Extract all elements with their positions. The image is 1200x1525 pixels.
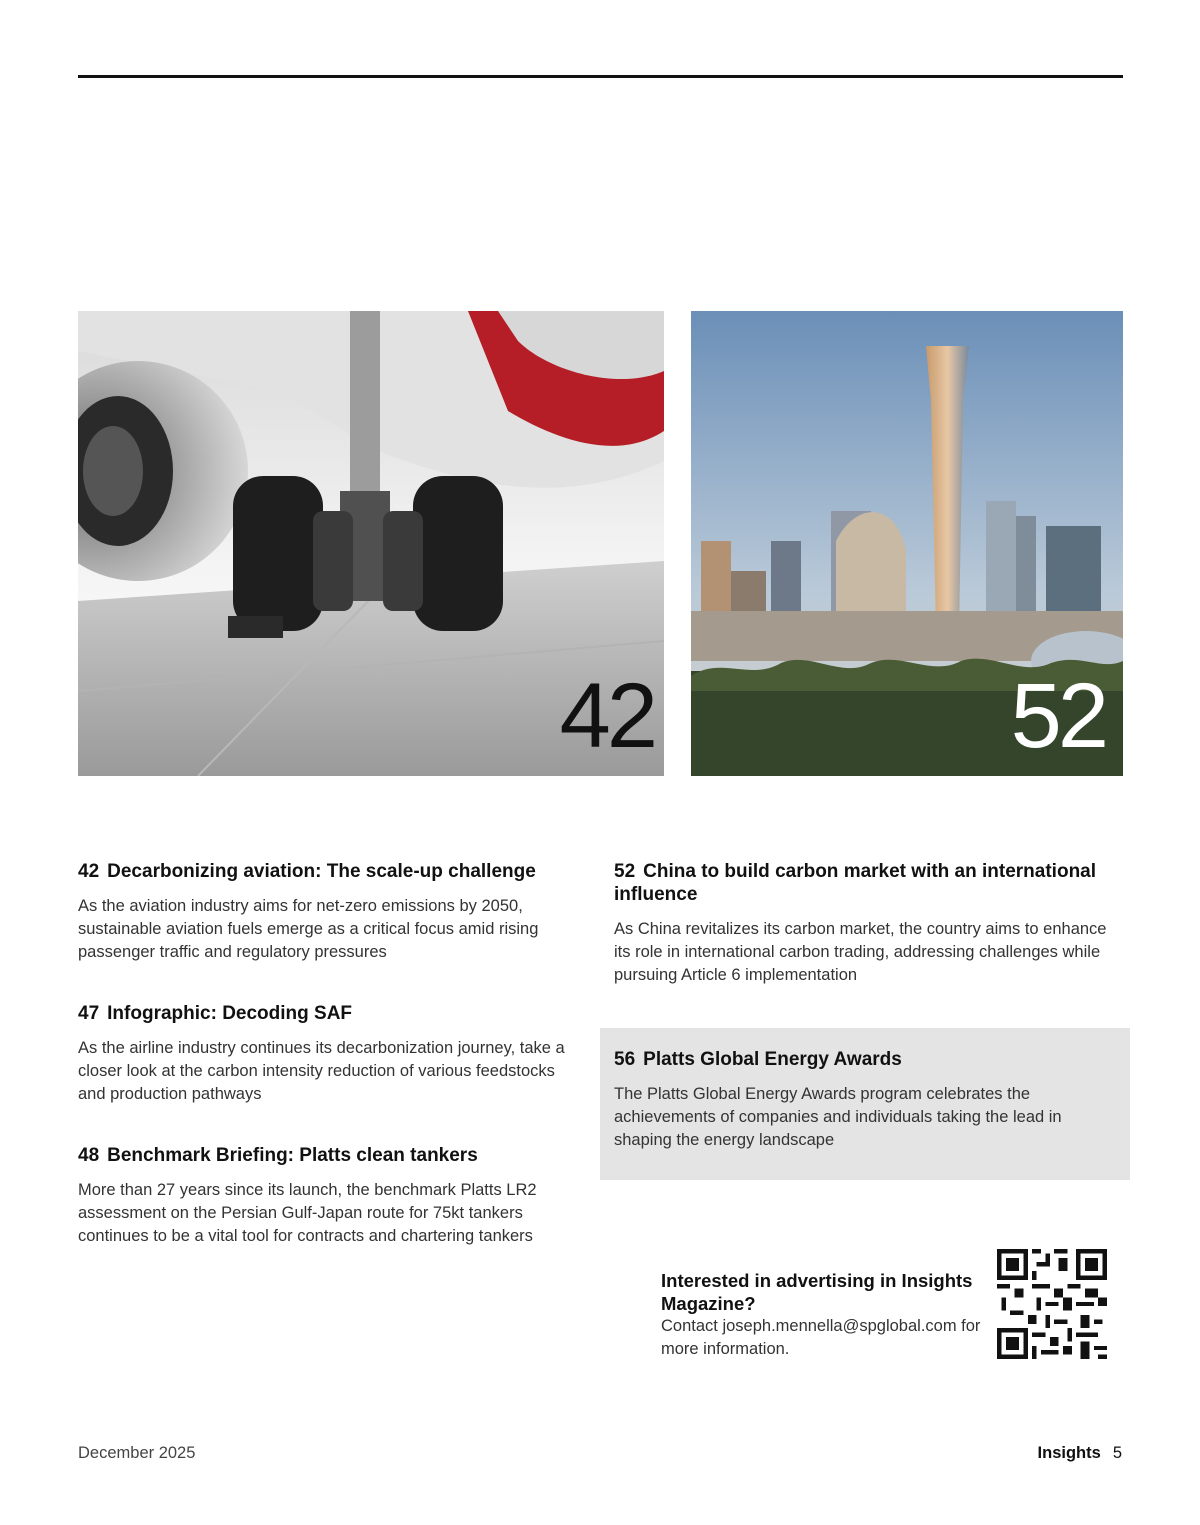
article-47-number: 47 xyxy=(78,1003,100,1024)
page-number-52: 52 xyxy=(1010,665,1105,767)
article-56[interactable] xyxy=(614,1048,1114,1152)
article-48-summary: More than 27 years since its launch, the benchmark Platts LR2 assessment on the Persian Gulf-Japan route for 75kt tankers continues to be a vital tool for contracts and chartering tankers xyxy=(78,1181,537,1245)
advertising-contact[interactable]: Contact joseph.mennella@spglobal.com for more information. xyxy=(661,1317,981,1358)
page-number: 5 xyxy=(1112,1444,1122,1462)
article-56-title: Platts Global Energy Awards xyxy=(643,1049,902,1070)
article-47[interactable] xyxy=(78,1002,568,1106)
article-48-number: 48 xyxy=(78,1145,100,1166)
article-47-heading[interactable] xyxy=(78,1002,568,1025)
article-52-summary: As China revitalizes its carbon market, the country aims to enhance its role in international carbon trading, addressing challenges while pursuing Article 6 implementation xyxy=(614,920,1107,984)
article-48-title: Benchmark Briefing: Platts clean tankers xyxy=(107,1145,478,1166)
article-42-summary: As the aviation industry aims for net-zero emissions by 2050, sustainable aviation fuels emerge as a critical focus amid rising passenger traffic and regulatory pressures xyxy=(78,897,539,961)
article-42-title: Decarbonizing aviation: The scale-up challenge xyxy=(107,861,536,882)
article-48-heading[interactable] xyxy=(78,1144,598,1167)
article-56-summary: The Platts Global Energy Awards program celebrates the achievements of companies and individuals taking the lead in shaping the energy landscape xyxy=(614,1085,1062,1149)
article-52-number: 52 xyxy=(614,861,636,882)
footer-brand xyxy=(1038,1444,1122,1463)
beijing-skyline-photo[interactable] xyxy=(691,311,1123,776)
page-number-42: 42 xyxy=(559,665,654,767)
article-52-heading[interactable] xyxy=(614,860,1114,906)
article-48[interactable] xyxy=(78,1144,598,1248)
top-rule xyxy=(78,75,1123,78)
article-42-heading[interactable] xyxy=(78,860,578,883)
article-47-summary: As the airline industry continues its decarbonization journey, take a closer look at the carbon intensity reduction of various feedstocks and production pathways xyxy=(78,1039,565,1103)
advertising-notice xyxy=(661,1269,991,1361)
article-42[interactable] xyxy=(78,860,578,964)
article-42-number: 42 xyxy=(78,861,100,882)
article-52-title: China to build carbon market with an international influence xyxy=(614,861,1097,905)
article-56-number: 56 xyxy=(614,1049,636,1070)
article-52[interactable] xyxy=(614,860,1114,987)
magazine-name: Insights xyxy=(1037,1444,1101,1462)
advertising-heading: Interested in advertising in Insights Magazine? xyxy=(661,1270,973,1314)
issue-date: December 2025 xyxy=(78,1444,196,1462)
aviation-photo[interactable] xyxy=(78,311,664,776)
article-56-heading[interactable] xyxy=(614,1048,1114,1071)
article-47-title: Infographic: Decoding SAF xyxy=(107,1003,353,1024)
qr-code-icon[interactable] xyxy=(997,1249,1107,1359)
